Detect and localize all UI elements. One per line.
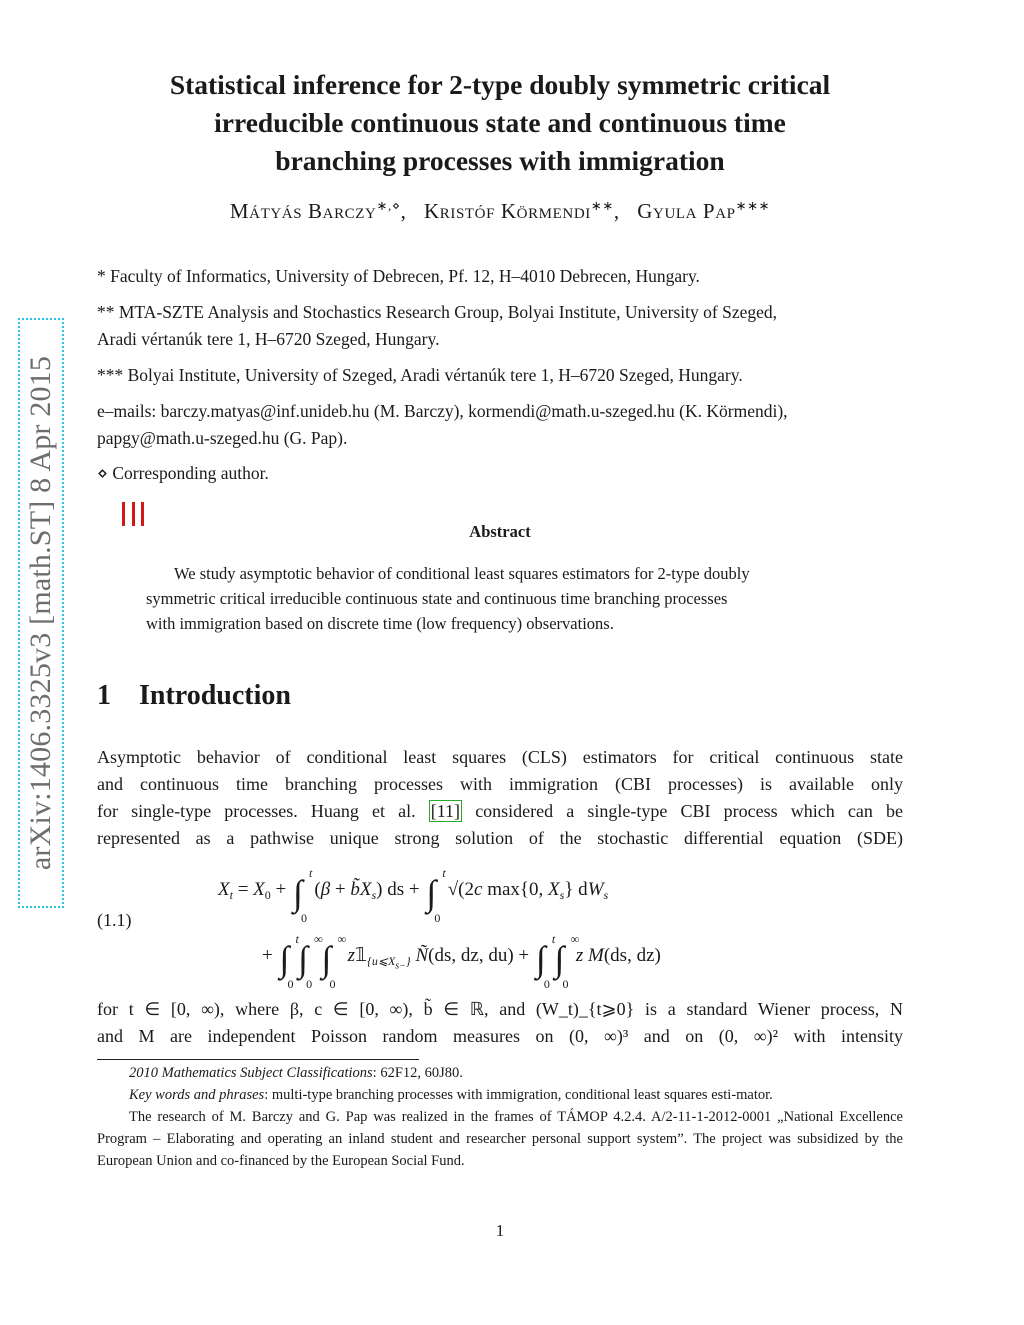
intro-line: and continuous time branching processes with immigration (CBI processes) is available only [97, 774, 903, 794]
footnote-rule [97, 1059, 419, 1060]
affiliation-line: Aradi vértanúk tere 1, H–6720 Szeged, Hungary. [97, 329, 440, 349]
post-equation-text [97, 996, 903, 1050]
affiliation [97, 299, 927, 353]
keywords-label: Key words and phrases [129, 1087, 265, 1103]
text-line: for t ∈ [0, ∞), where β, c ∈ [0, ∞), b̃ ∈ ℝ, and (W_t)_{t⩾0} is a standard Wiener process, N [97, 999, 903, 1019]
abstract-body [146, 561, 854, 636]
intro-text: considered a single-type CBI process which can be [475, 801, 903, 821]
corresponding-author: ⋄ Corresponding author. [97, 463, 269, 483]
arxiv-stamp-text: arXiv:1406.3325v3 [math.ST] 8 Apr 2015 [24, 355, 57, 871]
author-mark: ∗∗∗ [735, 198, 771, 213]
emails [97, 398, 927, 452]
footnote-msc [97, 1062, 903, 1084]
section-title: Introduction [139, 680, 291, 711]
intro-line: Asymptotic behavior of conditional least squares (CLS) estimators for critical continuous state [97, 747, 903, 767]
keywords-value: : multi-type branching processes with immigration, conditional least squares esti-mator. [264, 1087, 773, 1103]
abstract-line: symmetric critical irreducible continuous state and continuous time branching processes [146, 589, 728, 608]
abstract-line: We study asymptotic behavior of conditional least squares estimators for 2-type doubly [174, 564, 750, 583]
footnote-keywords [97, 1084, 903, 1106]
footnote-funding: The research of M. Barczy and G. Pap was realized in the frames of TÁMOP 4.2.4. A/2-11-1-2012-0001 „National Excellence Program – Elaborating and operating an inland student and researcher personal support system”. The project was subsidized by the European Union and co-financed by the European Social Fund. [97, 1109, 903, 1169]
intro-text: for single-type processes. Huang et al. [97, 801, 416, 821]
page-number: 1 [495, 1221, 505, 1240]
title-line: irreducible continuous state and continuous time [214, 107, 786, 138]
equation-line-1: $X_t = X_0$ + ∫ t 0 $(\beta + b̃X_s)$ ds + ∫ t 0 √(2c max{0, $X_s$} $dW_s$ [218, 866, 609, 925]
author-name: Gyula Pap [637, 199, 736, 223]
citation-link[interactable]: [11] [430, 801, 461, 821]
intro-paragraph [97, 744, 903, 852]
intro-line [97, 798, 903, 825]
intro-line: represented as a pathwise unique strong solution of the stochastic differential equation (SDE) [97, 828, 903, 848]
author-name: Mátyás Barczy [229, 199, 377, 223]
msc-label: 2010 Mathematics Subject Classifications [129, 1065, 373, 1081]
abstract-line: with immigration based on discrete time (low frequency) observations. [146, 614, 614, 633]
email-line: e–mails: barczy.matyas@inf.unideb.hu (M. Barczy), kormendi@math.u-szeged.hu (K. Körmendi), [97, 401, 788, 421]
title-line: branching processes with immigration [275, 145, 725, 176]
author-mark: ∗,⋄ [376, 198, 401, 213]
paper-title [80, 66, 920, 180]
msc-value: : 62F12, 60J80. [372, 1065, 463, 1081]
affiliation-line: ** MTA-SZTE Analysis and Stochastics Research Group, Bolyai Institute, University of Szeged, [97, 302, 778, 322]
author-list: Mátyás Barczy∗,⋄, Kristóf Körmendi∗∗, Gyula Pap∗∗∗ [229, 198, 771, 223]
section-number: 1 [97, 680, 111, 711]
email-line: papgy@math.u-szeged.hu (G. Pap). [97, 428, 348, 448]
abstract-heading: Abstract [469, 522, 531, 541]
equation-label: (1.1) [97, 910, 132, 930]
equation-line-2: + ∫ t 0 ∫ ∞ 0 ∫ ∞ 0 $z𝟙_{\{u⩽X_{s-}\}}$ Ñ(ds, dz, du) + ∫ t 0 ∫ ∞ 0 z M(ds, dz) [262, 932, 661, 991]
author-name: Kristóf Körmendi [423, 199, 591, 223]
author-mark: ∗∗ [590, 198, 614, 213]
affiliation: * Faculty of Informatics, University of Debrecen, Pf. 12, H–4010 Debrecen, Hungary. [97, 266, 700, 286]
section-heading [97, 680, 291, 712]
footnotes [97, 1062, 903, 1172]
title-line: Statistical inference for 2-type doubly symmetric critical [169, 69, 831, 100]
text-line: and M are independent Poisson random measures on (0, ∞)³ and on (0, ∞)² with intensity [97, 1026, 903, 1046]
arxiv-stamp [18, 318, 64, 908]
affiliation: *** Bolyai Institute, University of Szeged, Aradi vértanúk tere 1, H–6720 Szeged, Hungary. [97, 365, 743, 385]
